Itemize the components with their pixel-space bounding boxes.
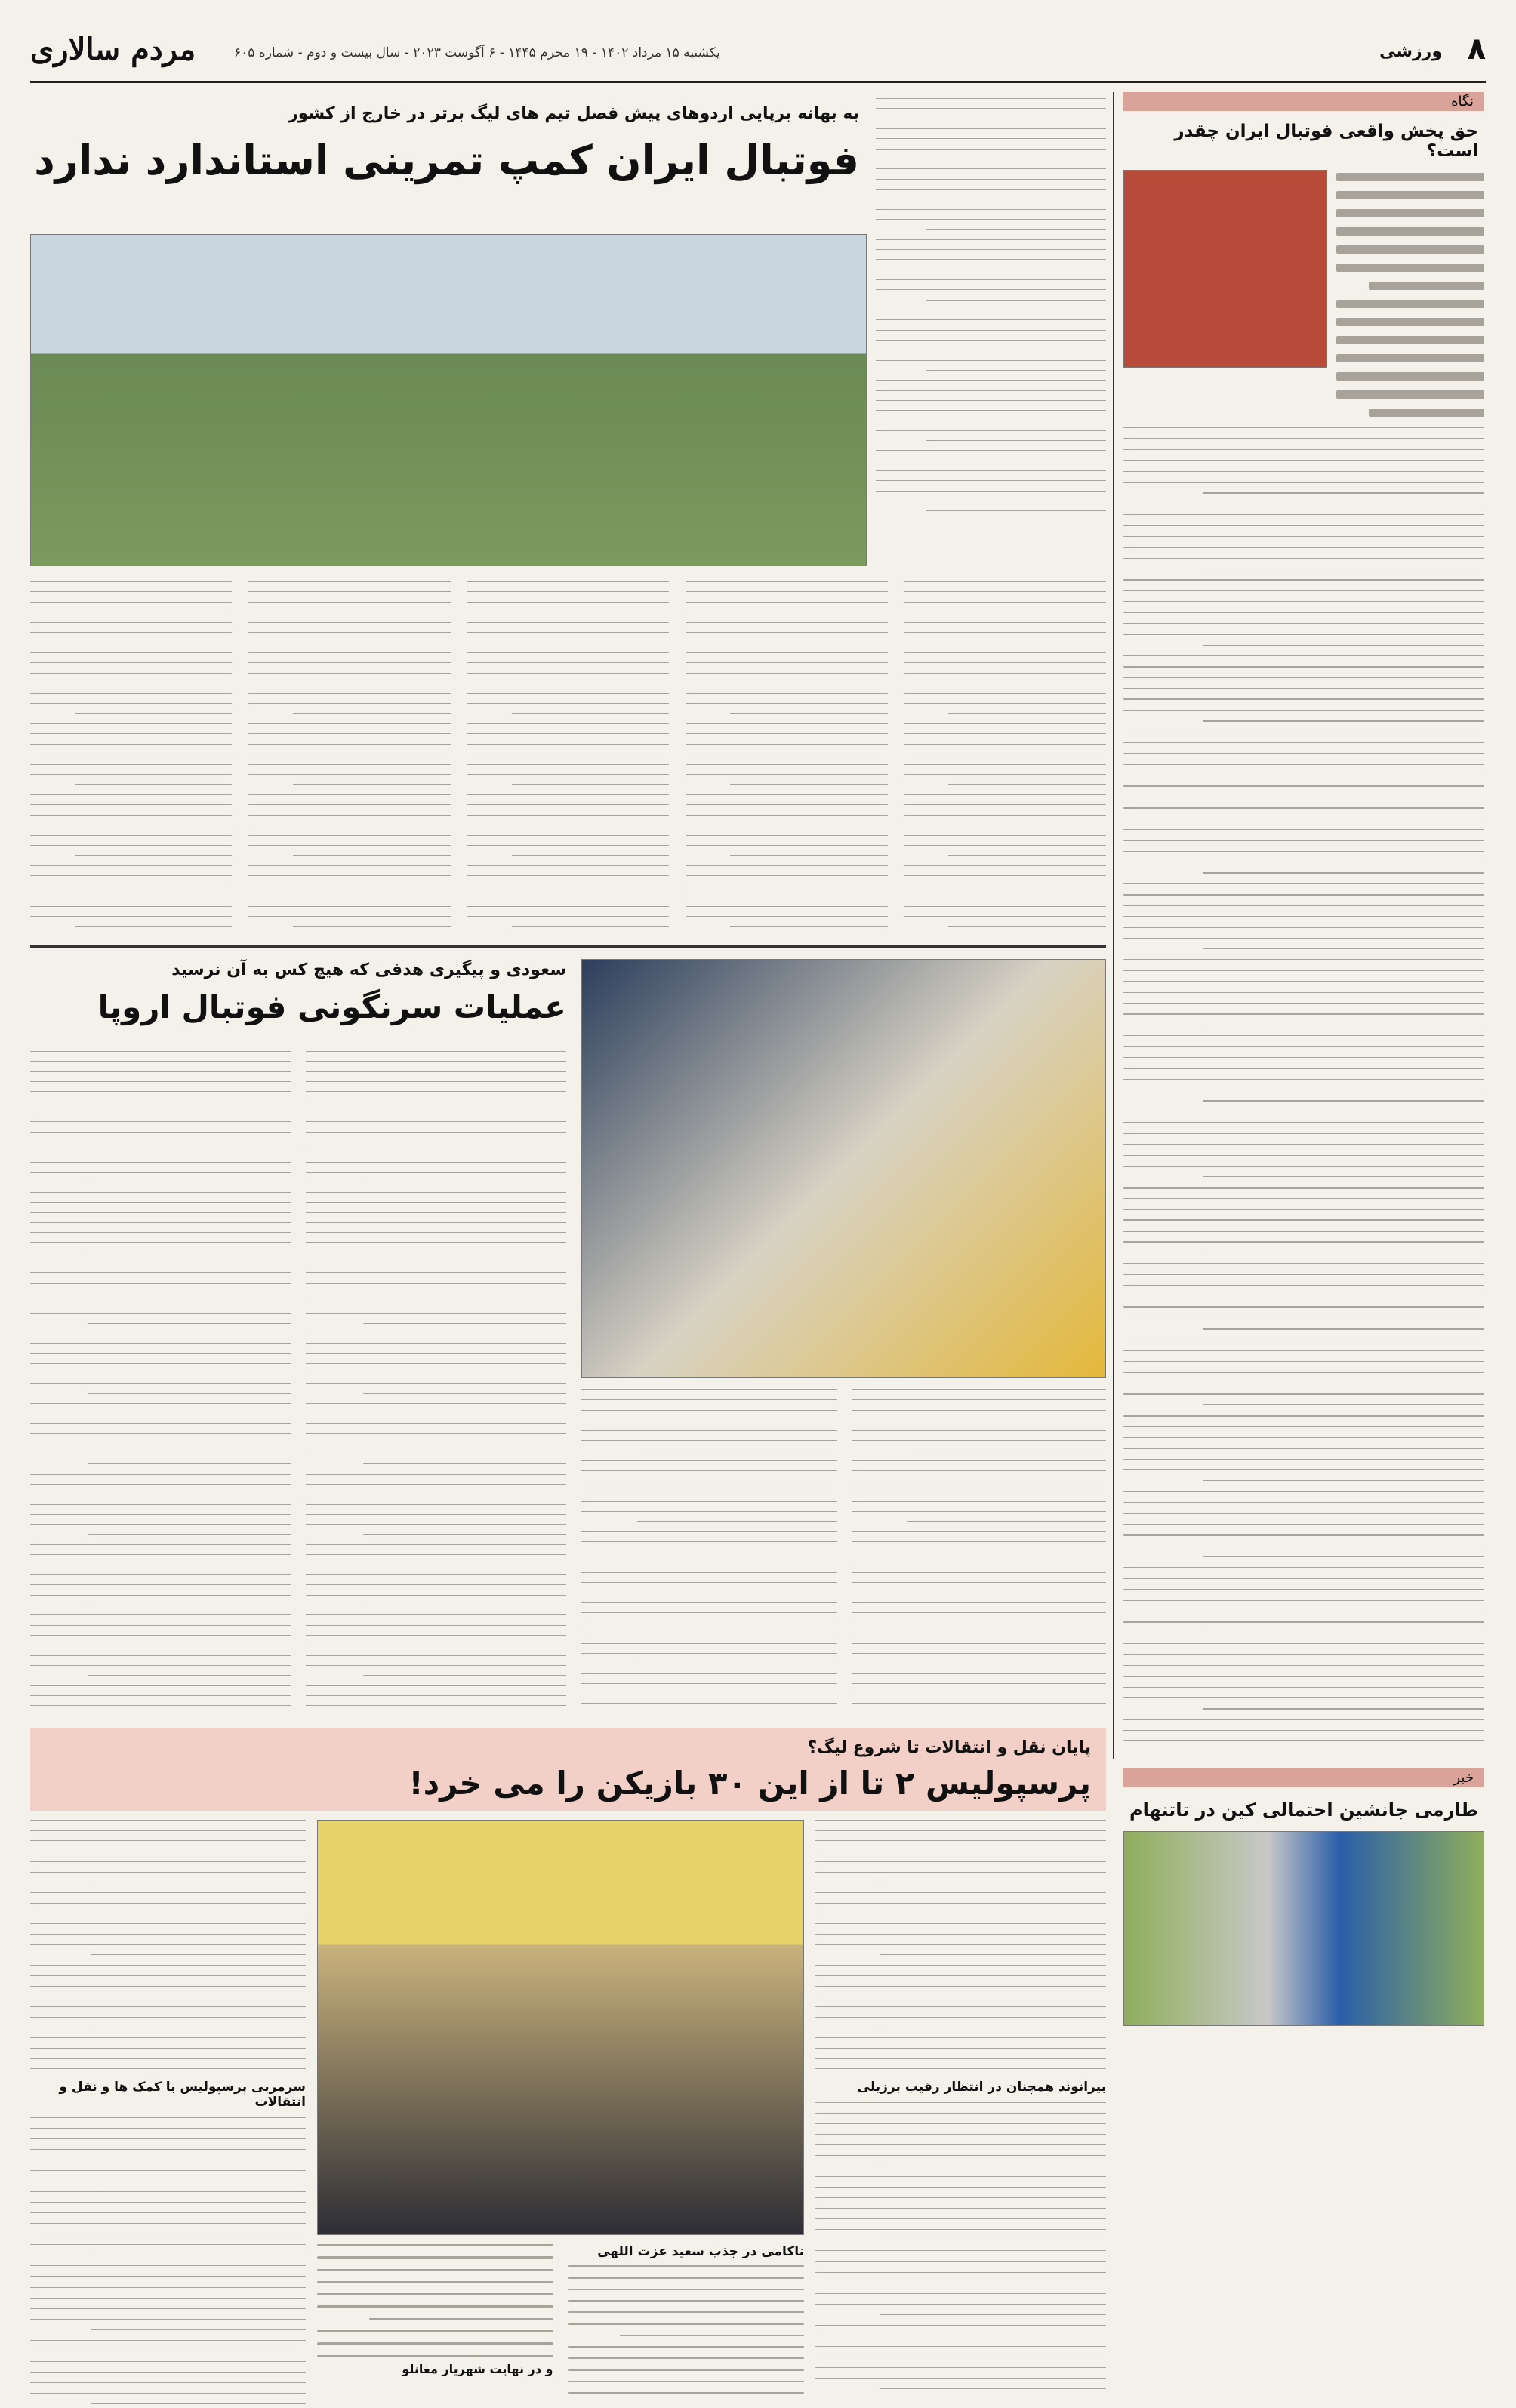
page-number: ۸	[1467, 32, 1486, 66]
persepolis-text-left-top	[30, 1820, 306, 2069]
sidebar-column	[1123, 92, 1484, 1759]
saudi-body-col-2	[30, 1051, 291, 1716]
saudi-body-col-1	[306, 1051, 566, 1716]
persepolis-text-right-top	[815, 1820, 1106, 2069]
sidebar-bottom-photo	[1123, 1831, 1484, 2026]
lead-headline: فوتبال ایران کمپ تمرینی استاندارد ندارد	[34, 137, 859, 184]
masthead	[30, 32, 1486, 83]
persepolis-subhead-3: و در نهایت شهریار مغانلو	[402, 2362, 553, 2376]
sidebar-bottom-headline: طارمی جانشین احتمالی کین در تاتنهام	[1129, 1799, 1478, 1821]
persepolis-mid-text	[317, 2244, 804, 2395]
persepolis-photo	[317, 1820, 804, 2235]
saudi-body-col-4	[581, 1389, 837, 1714]
saudi-body-top	[30, 1051, 566, 1716]
saudi-photo	[581, 959, 1106, 1378]
persepolis-text-left-bottom	[30, 2117, 306, 2404]
lead-body-col-2	[686, 581, 887, 936]
photo-caption: ناکامی در جذب سعید عزت اللهی	[597, 2244, 804, 2259]
saudi-body-col-3	[852, 1389, 1107, 1714]
saudi-header	[30, 960, 566, 1025]
saudi-body-bottom	[581, 1389, 1106, 1714]
lead-body-col-5	[30, 581, 232, 936]
lead-body-col-4	[248, 581, 450, 936]
sidebar-headline: حق پخش واقعی فوتبال ایران چقدر است؟	[1174, 122, 1478, 161]
persepolis-subhead-1: بیرانوند همچنان در انتظار رقیب برزیلی	[857, 2080, 1106, 2095]
section-divider	[30, 945, 1106, 948]
saudi-headline: عملیات سرنگونی فوتبال اروپا	[97, 988, 566, 1025]
lead-intro-text	[876, 98, 1106, 521]
persepolis-mid-col-2	[317, 2244, 553, 2395]
sidebar-bottom	[1123, 1768, 1484, 2395]
dateline: یکشنبه ۱۵ مرداد ۱۴۰۲ - ۱۹ محرم ۱۴۴۵ - ۶ آگوست ۲۰۲۳ - سال بیست و دوم - شماره ۶۰۵	[234, 45, 720, 60]
persepolis-text-right-bottom	[815, 2102, 1106, 2389]
sidebar-intro-text	[1336, 170, 1484, 417]
lead-header	[30, 104, 859, 184]
lead-body	[30, 581, 1106, 936]
persepolis-subhead-2: سرمربی پرسپولیس با کمک ها و نقل و انتقالات	[59, 2080, 306, 2110]
saudi-kicker: سعودی و پیگیری هدفی که هیچ کس به آن نرسید	[171, 960, 566, 979]
persepolis-right-column	[815, 1820, 1106, 2394]
lead-body-col-3	[467, 581, 669, 936]
persepolis-headline: پرسپولیس ۲ تا از این ۳۰ بازیکن را می خرد!	[408, 1765, 1091, 1802]
sidebar-body-text	[1123, 427, 1484, 1741]
sidebar-bottom-tag: خبر	[1123, 1768, 1484, 1787]
persepolis-kicker: پایان نقل و انتقالات تا شروع لیگ؟	[807, 1738, 1091, 1757]
persepolis-header	[30, 1728, 1106, 1811]
section-name: ورزشی	[1379, 42, 1442, 61]
lead-photo	[30, 234, 867, 566]
persepolis-left-column	[30, 1820, 306, 2394]
column-divider	[1113, 92, 1114, 1759]
persepolis-mid-col-1	[568, 2244, 805, 2395]
lead-kicker: به بهانه برپایی اردوهای پیش فصل تیم های لیگ برتر در خارج از کشور	[288, 104, 859, 123]
sidebar-bottom-text	[1123, 2036, 1484, 2391]
lead-body-col-1	[904, 581, 1106, 936]
newspaper-logo: مردم سالاری	[30, 32, 196, 67]
sidebar-photo	[1123, 170, 1327, 368]
sidebar-tag: نگاه	[1123, 92, 1484, 111]
